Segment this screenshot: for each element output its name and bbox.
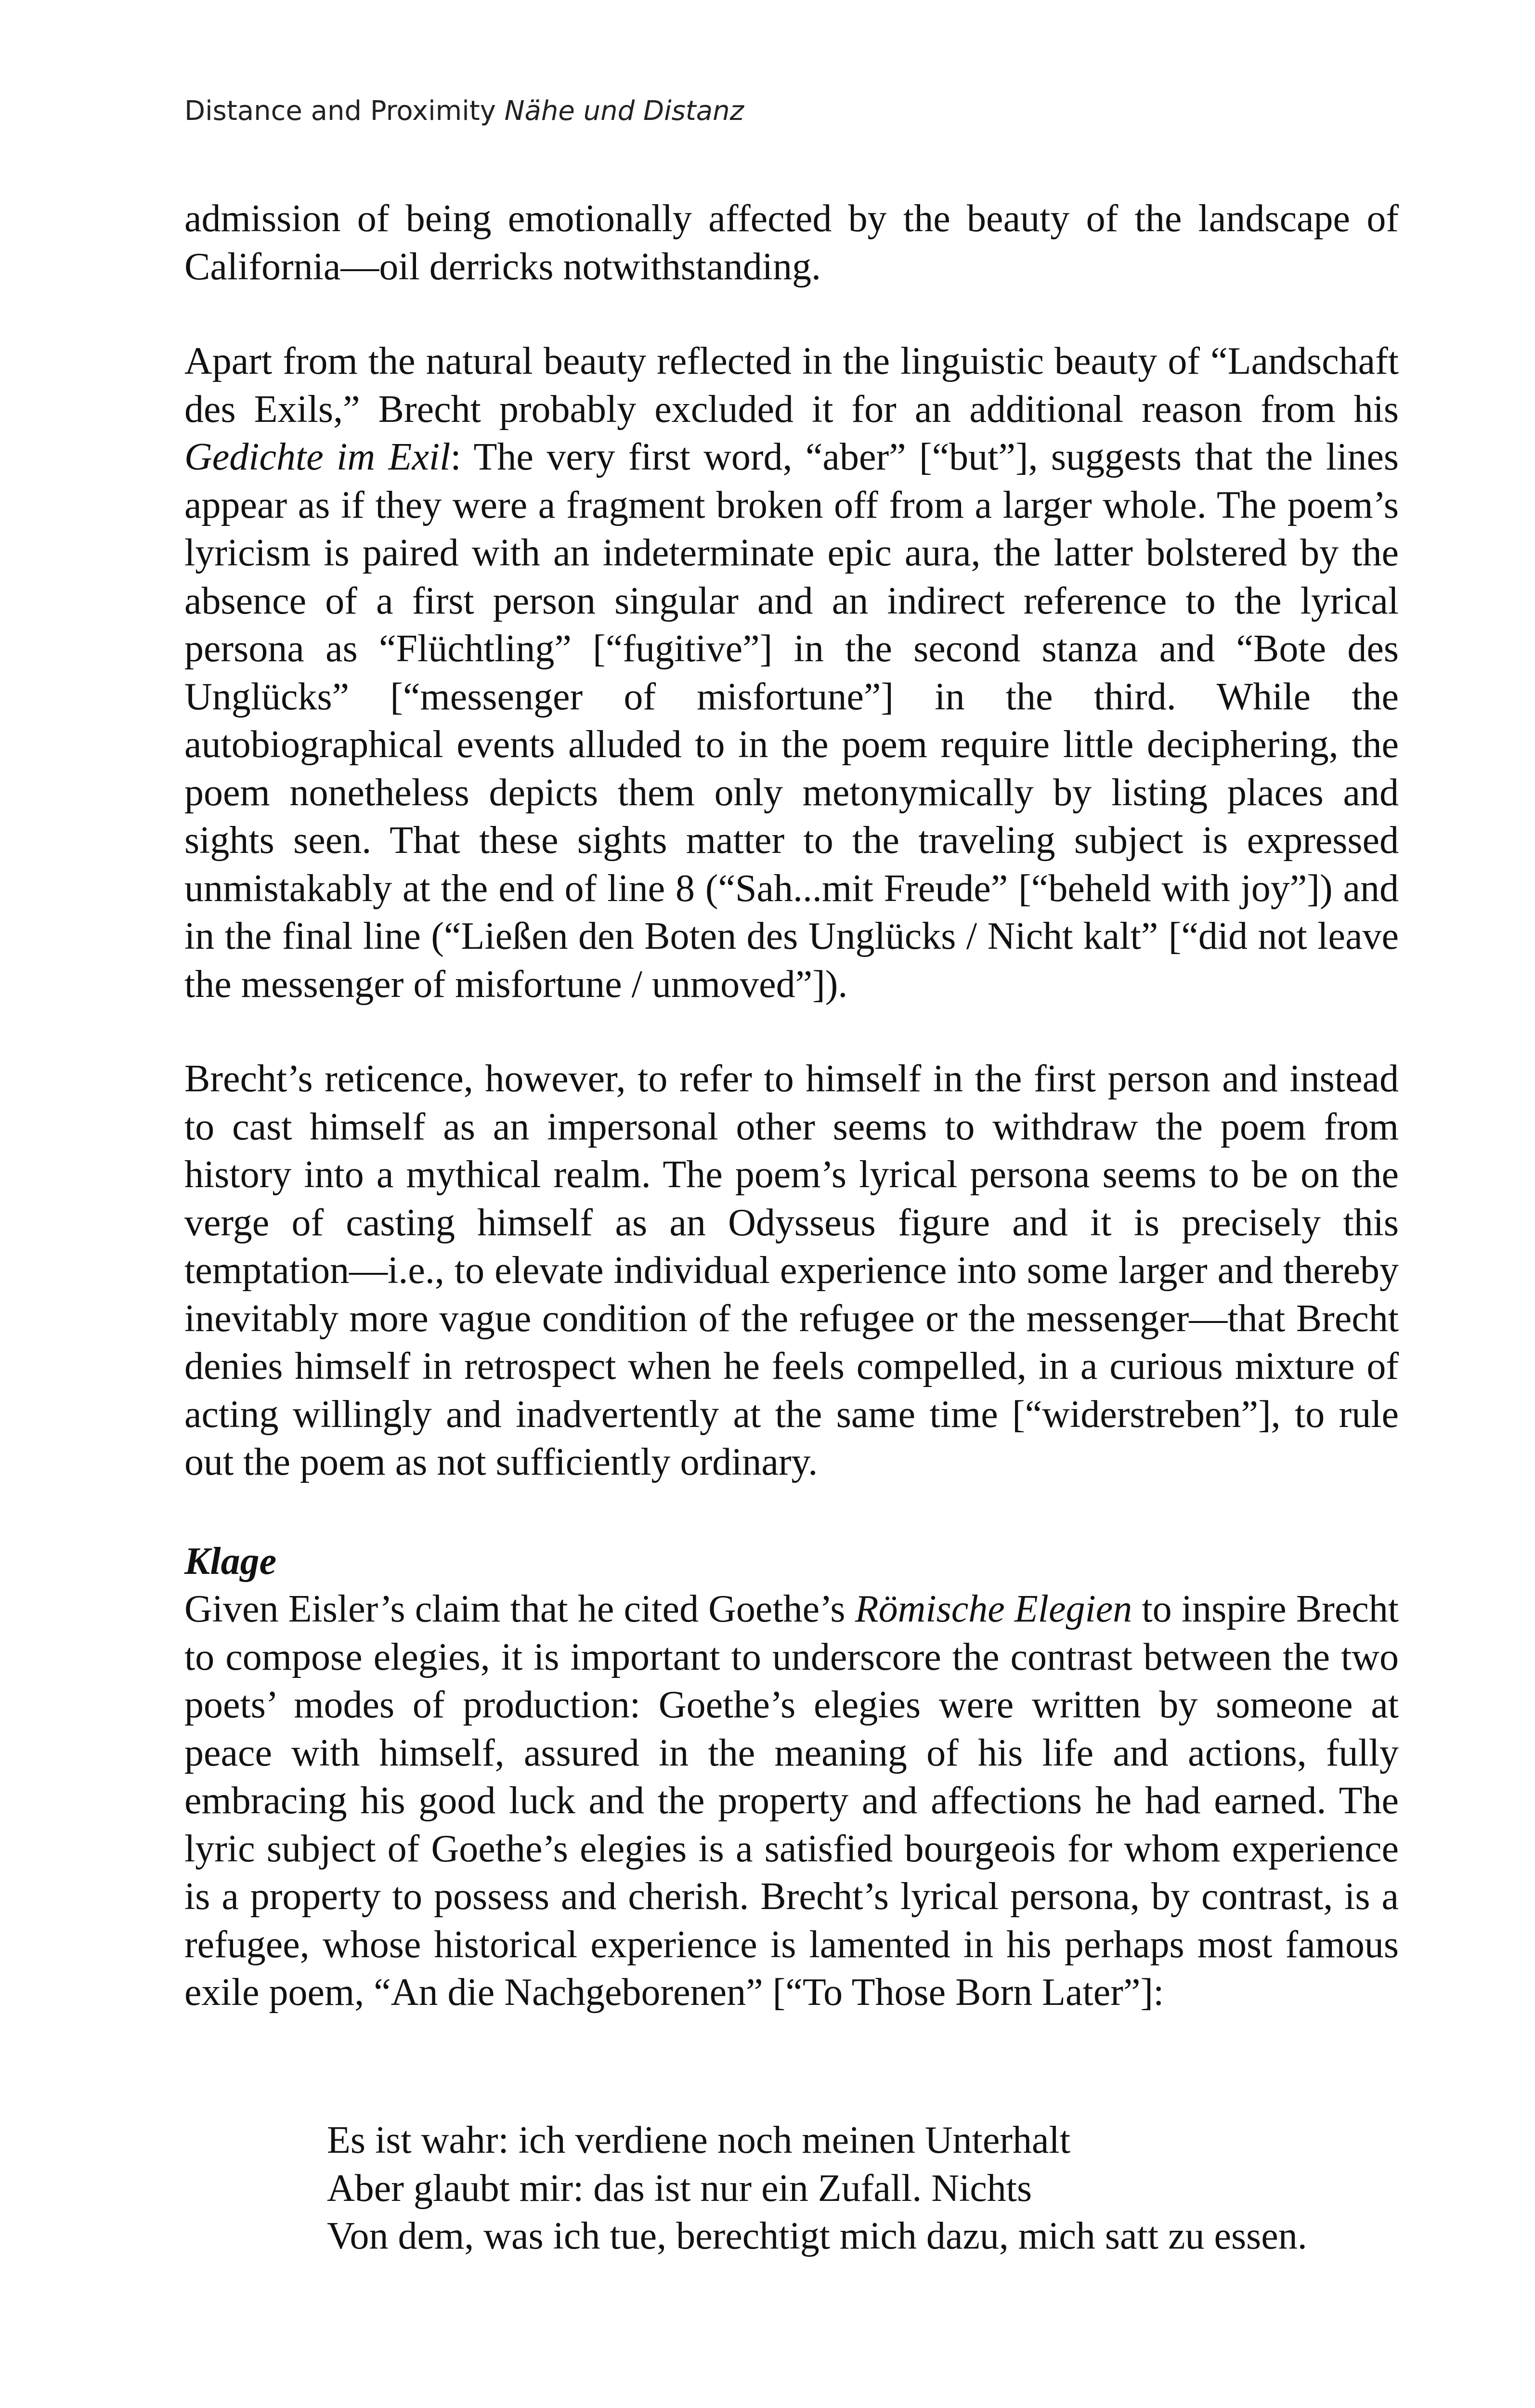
paragraph-text: to inspire Brecht to compose elegies, it is important to underscore the contrast between the two poets’ modes of production: Goethe’s elegies were written by someone at peace with himself, assured in the meaning of his life and actions, fully embracing his good luck and the property and affections he had earned. The lyric subject of Goethe’s elegies is a satisfied bourgeois for whom experience is a property to possess and cherish. Brecht’s lyrical persona, by contrast, is a refugee, whose historical experience is lamented in his perhaps most famous exile poem, “An die Nachgeborenen” [“To Those Born Later”]: [184,1588,1399,2014]
paragraph-text: Apart from the natural beauty reflected in the linguistic beauty of “Landschaft des Exils,” Brecht probably excluded it for an additional reason from his [184,340,1399,431]
running-head [184,95,744,127]
paragraph-continuation: admission of being emotionally affected by the beauty of the landscape of California—oil derricks notwithstanding. [184,197,1399,288]
book-title: Römische Elegien [855,1588,1132,1630]
paragraph-goethe [184,1585,1399,2017]
paragraph-landschaft [184,338,1399,1008]
poem-line: Aber glaubt mir: das ist nur ein Zufall. Nichts [327,2167,1032,2210]
paragraph-text: : The very first word, “aber” [“but”], suggests that the lines appear as if they were a fragment broken off from a larger whole. The poem’s lyricism is paired with an indeterminate epic aura, the latter bolstered by the absence of a first person singular and an indirect reference to the lyrical persona as “Flüchtling” [“fugitive”] in the second stanza and “Bote des Unglücks” [“messenger of misfortune”] in the third. While the autobiographical events alluded to in the poem require little deciphering, the poem nonetheless depicts them only metonymically by listing places and sights seen. That these sights matter to the traveling subject is expressed unmistakably at the end of line 8 (“Sah...mit Freude” [“beheld with joy”]) and in the final line (“Ließen den Boten des Unglücks / Nicht kalt” [“did not leave the messenger of misfortune / unmoved”]). [184,436,1399,1006]
running-head-title-german: Nähe und Distanz [504,95,744,127]
running-head-title: Distance and Proximity [184,95,496,127]
poem-quote [327,2117,1307,2261]
section-heading: Klage [184,1540,277,1583]
paragraph-text: Given Eisler’s claim that he cited Goethe’s [184,1588,855,1630]
body-text [184,195,1399,2017]
book-title: Gedichte im Exil [184,436,451,478]
paragraph-reticence: Brecht’s reticence, however, to refer to himself in the first person and instead to cast himself as an impersonal other seems to withdraw the poem from history into a mythical realm. The poem’s lyrical persona seems to be on the verge of casting himself as an Odysseus figure and it is precisely this temptation—i.e., to elevate individual experience into some larger and thereby inevitably more vague condition of the refugee or the messenger—that Brecht denies himself in retrospect when he feels compelled, in a curious mixture of acting willingly and inadvertently at the same time [“widerstreben”], to rule out the poem as not sufficiently ordinary. [184,1058,1399,1483]
poem-line: Von dem, was ich tue, berechtigt mich dazu, mich satt zu essen. [327,2215,1307,2257]
poem-line: Es ist wahr: ich verdiene noch meinen Unterhalt [327,2119,1070,2161]
